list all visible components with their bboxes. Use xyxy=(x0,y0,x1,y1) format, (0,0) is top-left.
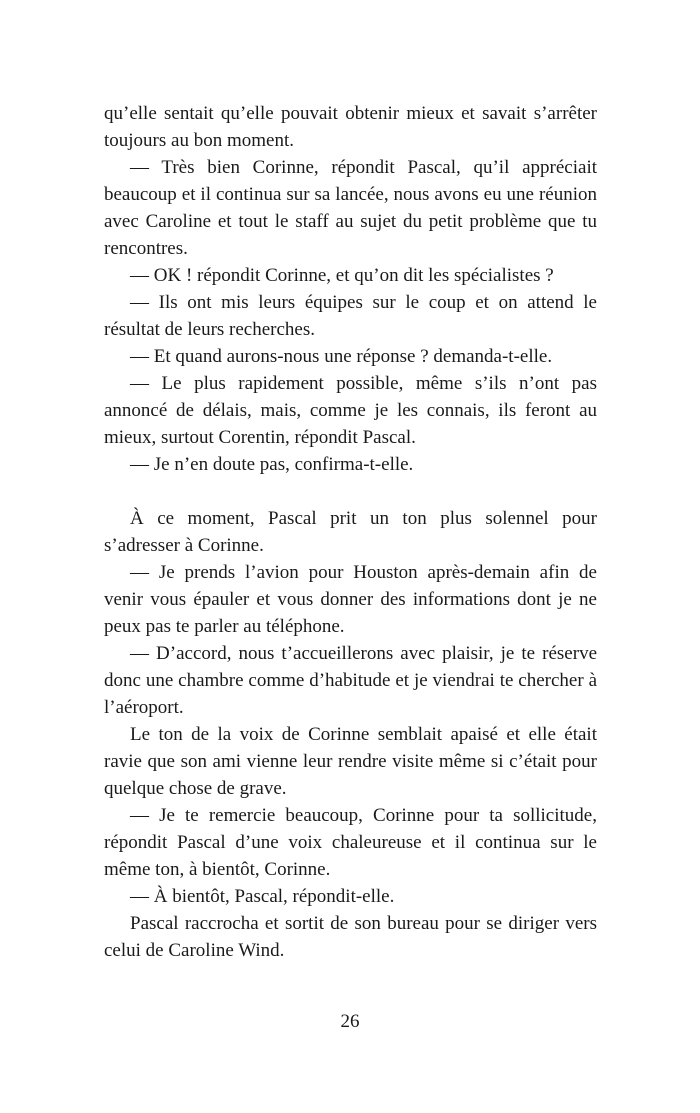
paragraph: — OK ! répondit Corinne, et qu’on dit les spécialistes ? xyxy=(130,265,554,286)
paragraph: À ce moment, Pascal prit un ton plus solennel pour s’adresser à Corinne. xyxy=(104,508,597,556)
paragraph: — À bientôt, Pascal, répondit-elle. xyxy=(130,886,395,907)
paragraph: — Ils ont mis leurs équipes sur le coup et on attend le résultat de leurs recherches. xyxy=(104,292,597,340)
page-number: 26 xyxy=(340,1011,360,1032)
paragraph: Le ton de la voix de Corinne semblait apaisé et elle était ravie que son ami vienne leur rendre visite même si c’était pour quelque chose de grave. xyxy=(104,724,597,799)
paragraph: — Je te remercie beaucoup, Corinne pour ta sollicitude, répondit Pascal d’une voix chaleureuse et il continua sur le même ton, à bientôt, Corinne. xyxy=(104,805,597,880)
paragraph: Pascal raccrocha et sortit de son bureau pour se diriger vers celui de Caroline Wind. xyxy=(104,913,597,961)
section-break xyxy=(104,478,597,505)
paragraph: — Et quand aurons-nous une réponse ? demanda-t-elle. xyxy=(130,346,553,367)
paragraph: qu’elle sentait qu’elle pouvait obtenir mieux et savait s’arrêter toujours au bon moment. xyxy=(104,103,597,151)
paragraph: — D’accord, nous t’accueillerons avec plaisir, je te réserve donc une chambre comme d’habitude et je viendrai te chercher à l’aéroport. xyxy=(104,643,597,718)
paragraph: — Très bien Corinne, répondit Pascal, qu’il appréciait beaucoup et il continua sur sa lancée, nous avons eu une réunion avec Caroline et tout le staff au sujet du petit problème que tu rencontres. xyxy=(104,157,597,259)
paragraph: — Je prends l’avion pour Houston après-demain afin de venir vous épauler et vous donner des informations dont je ne peux pas te parler au téléphone. xyxy=(104,562,597,637)
page-body xyxy=(104,100,597,964)
paragraph: — Je n’en doute pas, confirma-t-elle. xyxy=(130,454,414,475)
paragraph: — Le plus rapidement possible, même s’ils n’ont pas annoncé de délais, mais, comme je les connais, ils feront au mieux, surtout Corentin, répondit Pascal. xyxy=(104,373,597,448)
